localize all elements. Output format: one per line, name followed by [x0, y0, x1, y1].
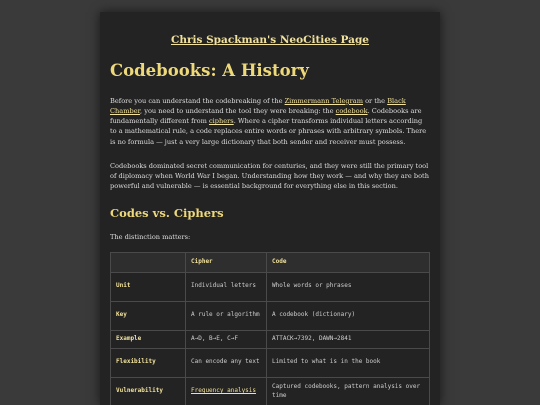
table-row: [111, 272, 430, 301]
intro-paragraph: [110, 96, 430, 147]
ciphers-link[interactable]: ciphers: [208, 117, 234, 126]
table-row: [111, 377, 430, 405]
table-header-row: [111, 252, 430, 272]
header-cell-code: Code: [267, 252, 430, 272]
code-cell: Whole words or phrases: [267, 272, 430, 301]
comparison-table: [110, 252, 430, 405]
code-cell: ATTACK→7392, DAWN→2841: [267, 330, 430, 348]
section-heading: Codes vs. Ciphers: [110, 205, 224, 220]
section-lead: The distinction matters:: [110, 232, 191, 241]
site-title-link[interactable]: Chris Spackman's NeoCities Page: [171, 34, 369, 46]
cipher-cell: Individual letters: [186, 272, 267, 301]
intro-text-3: , you need to understand the tool they were breaking: the: [140, 107, 336, 116]
cipher-cell: A→D, B→E, C→F: [186, 330, 267, 348]
cipher-cell: [186, 377, 267, 405]
code-cell: A codebook (dictionary): [267, 301, 430, 330]
table-row: [111, 330, 430, 348]
cipher-cell: Can encode any text: [186, 348, 267, 377]
header-cell-blank: [111, 252, 186, 272]
intro-text-2: or the: [362, 96, 388, 105]
row-label: Unit: [111, 272, 186, 301]
intro-text-4: . Codebooks are fundamentally different from: [110, 107, 422, 126]
row-label: Example: [111, 330, 186, 348]
row-label: Vulnerability: [111, 377, 186, 405]
frequency-analysis-link[interactable]: Frequency analysis: [191, 387, 257, 395]
code-cell: Limited to what is in the book: [267, 348, 430, 377]
code-cell: Captured codebooks, pattern analysis over time: [267, 377, 430, 405]
black-chamber-link[interactable]: Black Chamber: [110, 96, 406, 116]
header-cell-cipher: Cipher: [186, 252, 267, 272]
zimmermann-telegram-link[interactable]: Zimmermann Telegram: [284, 96, 363, 105]
page-title: Codebooks: A History: [110, 61, 309, 80]
page-container: [100, 12, 440, 405]
table-row: [111, 301, 430, 330]
row-label: Flexibility: [111, 348, 186, 377]
cipher-cell: A rule or algorithm: [186, 301, 267, 330]
context-paragraph: Codebooks dominated secret communication for centuries, and they were still the primary tool of diplomacy when World War I began. Understanding how they work — and why they are both powerful and vulnerable — is essential background for everything else in this section.: [110, 161, 429, 191]
codebook-link[interactable]: codebook: [335, 107, 368, 116]
table-row: [111, 348, 430, 377]
row-label: Key: [111, 301, 186, 330]
intro-text-5: . Where a cipher transforms individual letters according to a mathematical rule, a code replaces entire words or phrases with arbitrary symbols. There is no formula — just a very large dictionary that both sender and receiver must possess.: [110, 117, 427, 146]
intro-text-1: Before you can understand the codebreaking of the: [110, 96, 285, 105]
